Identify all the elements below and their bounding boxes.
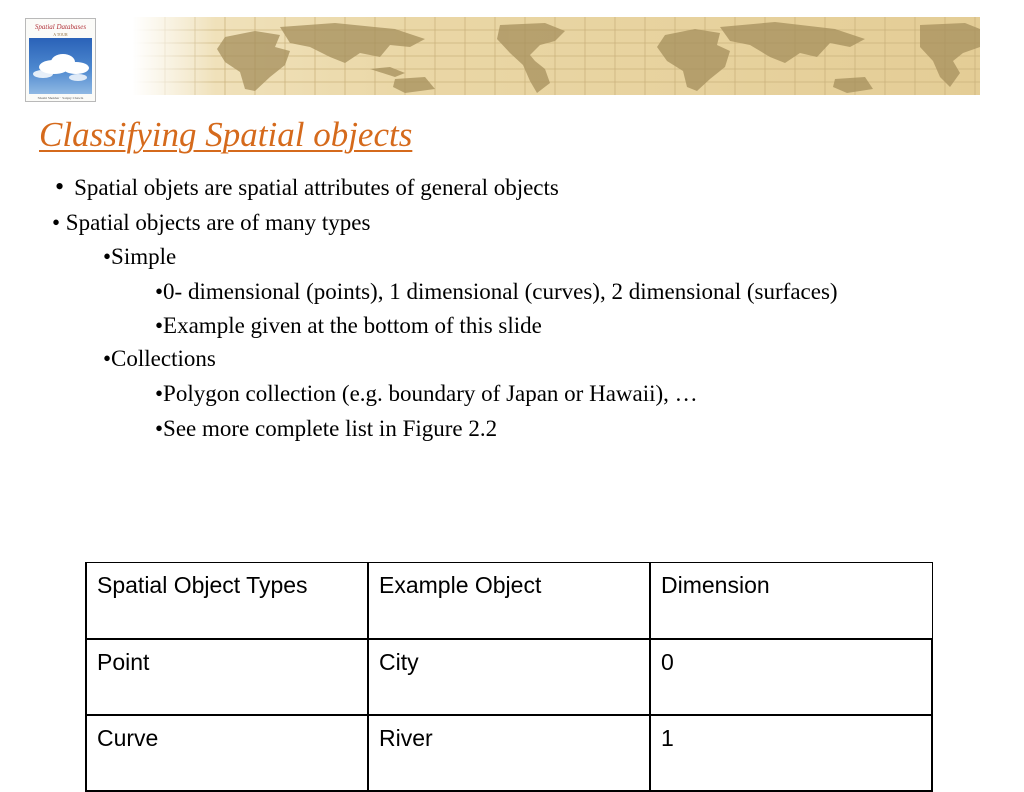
table-cell: City [368,639,650,715]
book-subtitle: A TOUR [53,32,68,37]
slide-title: Classifying Spatial objects [39,115,413,154]
table-cell: Point [86,639,368,715]
table-cell: 0 [650,639,932,715]
table-row [86,639,932,715]
table-header-cell: Spatial Object Types [86,563,368,639]
banner-fade [105,17,215,95]
bullet-example: •Example given at the bottom of this slide [155,313,542,338]
table-cell: Curve [86,715,368,791]
world-map-graphic [105,17,980,95]
bullet-many-types: • Spatial objects are of many types [52,210,371,235]
bullet-text: Spatial objets are spatial attributes of general objects [74,175,559,200]
book-sky-picture [29,38,92,94]
book-cover-image [25,18,96,102]
bullet-figure-reference: •See more complete list in Figure 2.2 [155,416,498,441]
header-map-banner [105,17,980,95]
bullet-collections: •Collections [103,346,216,371]
book-title: Spatial Databases [34,23,87,31]
bullet-spatial-objets [55,173,559,202]
table-cell: River [368,715,650,791]
bullet-polygon-collection: •Polygon collection (e.g. boundary of Japan or Hawaii), … [155,381,698,406]
table-cell: 1 [650,715,932,791]
table-header-cell: Example Object [368,563,650,639]
bullet-dimensions: •0- dimensional (points), 1 dimensional (curves), 2 dimensional (surfaces) [155,279,838,304]
spatial-object-types-table [85,562,933,792]
table-row [86,715,932,791]
book-authors: Shashi Shekhar · Sanjay Chawla [37,96,84,100]
table-header-row [86,563,932,639]
table-header-cell: Dimension [650,563,932,639]
bullet-symbol: • [55,172,65,201]
bullet-simple: •Simple [103,244,177,269]
